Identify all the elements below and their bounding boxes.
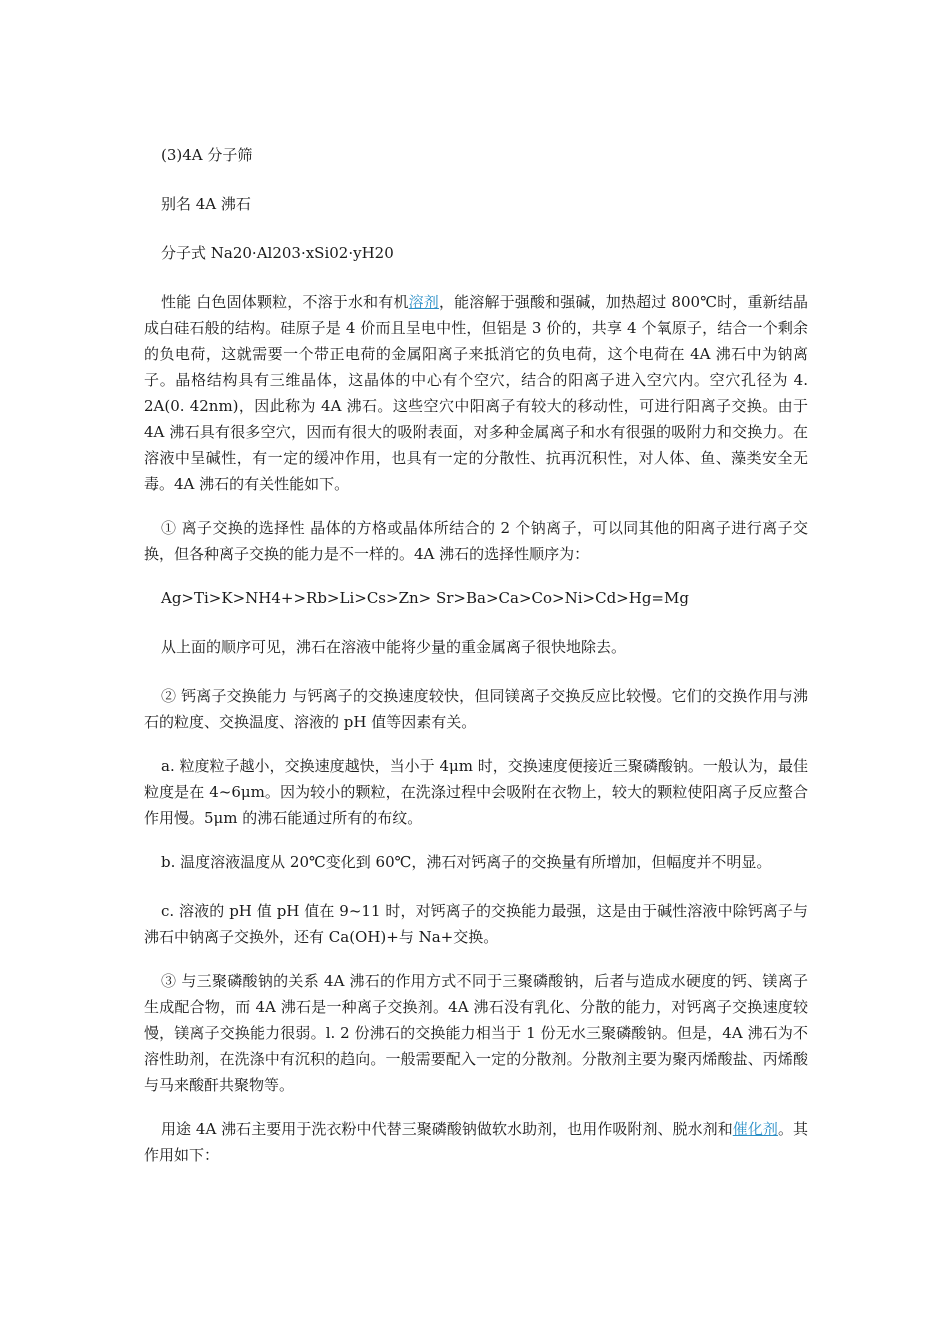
temperature-paragraph: b. 温度溶液温度从 20℃变化到 60℃，沸石对钙离子的交换量有所增加，但幅度并不明显。 (161, 853, 772, 871)
properties-paragraph (144, 289, 808, 497)
calcium-exchange-paragraph: ② 钙离子交换能力 与钙离子的交换速度较快，但同镁离子交换反应比较慢。它们的交换作用与沸石的粒度、交换温度、溶液的 pH 值等因素有关。 (144, 687, 808, 731)
formula-line: 分子式 Na20·Al203·xSi02·yH20 (161, 244, 394, 262)
selectivity-order-line: Ag>Ti>K>NH4+>Rb>Li>Cs>Zn> Sr>Ba>Ca>Co>Ni>Cd>Hg=Mg (161, 589, 689, 607)
properties-text-start: 性能 白色固体颗粒，不溶于水和有机 (161, 293, 409, 311)
alias-line: 别名 4A 沸石 (161, 195, 251, 213)
usage-text-end: 。其作用如下： (144, 1120, 808, 1164)
properties-text-end: ，能溶解于强酸和强碱，加热超过 800℃时，重新结晶成白硅石般的结构。硅原子是 4 价而且呈电中性，但铝是 3 价的，共享 4 个氧原子，结合一个剩余的负电荷，这就需要一个带正电荷的金属阳离子来抵消它的负电荷，这个电荷在 4A 沸石中为钠离子。晶格结构具有三维晶体，这晶体的中心有个空穴，结合的阳离子进入空穴内。空穴孔径为 4. 2A(0. 42nm)，因此称为 4A 沸石。这些空穴中阳离子有较大的移动性，可进行阳离子交换。由于 4A 沸石具有很多空穴，因而有很大的吸附表面，对多种金属离子和水有很强的吸附力和交换力。在溶液中呈碱性，有一定的缓冲作用，也具有一定的分散性、抗再沉积性，对人体、鱼、藻类安全无毒。4A 沸石的有关性能如下。 (144, 293, 808, 493)
catalyst-link[interactable]: 催化剂 (732, 1120, 778, 1138)
usage-text-start: 用途 4A 沸石主要用于洗衣粉中代替三聚磷酸钠做软水助剂，也用作吸附剂、脱水剂和 (161, 1120, 733, 1138)
section-heading: (3)4A 分子筛 (161, 146, 253, 164)
particle-size-paragraph: a. 粒度粒子越小，交换速度越快，当小于 4μm 时，交换速度便接近三聚磷酸钠。一般认为，最佳粒度是在 4~6μm。因为较小的颗粒，在洗涤过程中会吸附在衣物上，较大的颗粒使阳离子反应螯合作用慢。5μm 的沸石能通过所有的布纹。 (144, 757, 808, 827)
solvent-link[interactable]: 溶剂 (408, 293, 439, 311)
ph-paragraph: c. 溶液的 pH 值 pH 值在 9~11 时，对钙离子的交换能力最强，这是由于碱性溶液中除钙离子与沸石中钠离子交换外，还有 Ca(OH)+与 Na+交换。 (144, 902, 808, 946)
usage-paragraph (144, 1116, 808, 1168)
stpp-relation-paragraph: ③ 与三聚磷酸钠的关系 4A 沸石的作用方式不同于三聚磷酸钠，后者与造成水硬度的钙、镁离子生成配合物，而 4A 沸石是一种离子交换剂。4A 沸石没有乳化、分散的能力，对钙离子交换速度较慢，镁离子交换能力很弱。l. 2 份沸石的交换能力相当于 1 份无水三聚磷酸钠。但是，4A 沸石为不溶性助剂，在洗涤中有沉积的趋向。一般需要配入一定的分散剂。分散剂主要为聚丙烯酸盐、丙烯酸与马来酸酐共聚物等。 (144, 972, 808, 1094)
ion-exchange-selectivity-paragraph: ① 离子交换的选择性 晶体的方格或晶体所结合的 2 个钠离子，可以同其他的阳离子进行离子交换，但各种离子交换的能力是不一样的。4A 沸石的选择性顺序为： (144, 519, 808, 563)
document-body (144, 142, 808, 1186)
selectivity-note: 从上面的顺序可见，沸石在溶液中能将少量的重金属离子很快地除去。 (161, 638, 627, 656)
